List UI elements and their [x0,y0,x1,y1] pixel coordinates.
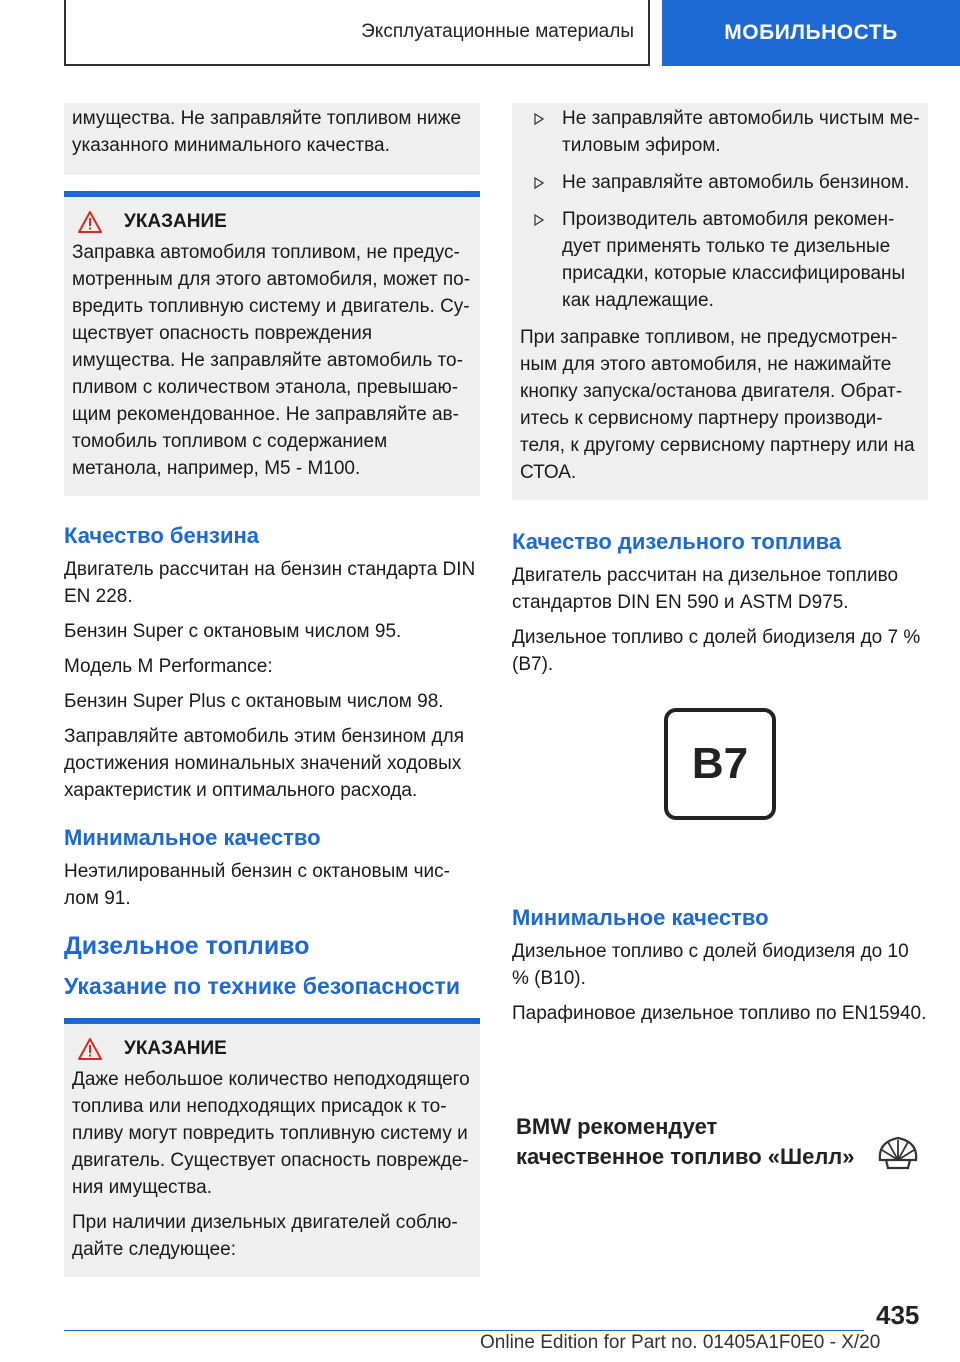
min-quality-heading: Минимальное качество [64,825,321,850]
warning-header [72,1038,472,1060]
warning-text-followup: При наличии дизельных двигателей соблю-дайте следующее: [72,1212,458,1260]
diesel-b7-text: Дизельное топливо с долей биодизеля до 7 % (B7). [512,627,921,675]
warning-box-fuel [64,191,480,496]
diesel-rules-list [520,105,920,314]
triangle-bullet-icon [534,214,544,226]
section-title: Эксплуатационные материалы [64,0,650,66]
petrol-quality-heading: Качество бензина [64,523,259,548]
petrol-super-plus-text: Бензин Super Plus с октановым числом 98. [64,691,444,712]
warning-text: Даже небольшое количество неподходящего топлива или неподходящих присадок к то-пливу могут повредить топливную систему и двигатель. Существует опасность поврежде-ния имущества. [72,1069,470,1198]
footer-edition-text: Online Edition for Part no. 01405A1F0E0 - X/20 [480,1332,881,1353]
diesel-min-quality-heading: Минимальное качество [512,905,769,930]
diesel-heading: Дизельное топливо [64,932,310,960]
list-item [520,169,920,196]
intro-continuation-text: имущества. Не заправляйте топливом ниже указанного минимального качества. [72,108,462,156]
list-item-text: Не заправляйте автомобиль чистым ме-тиловым эфиром. [562,108,920,156]
safety-heading: Указание по технике безопасности [64,973,460,999]
chapter-tab: МОБИЛЬНОСТЬ [662,0,960,66]
m-performance-text: Модель M Performance: [64,656,273,677]
warning-text: Заправка автомобиля топливом, не предус-мотренным для этого автомобиля, может по-вредить топливную систему и двигатель. Су-ществует опасность повреждения имущества. Не заправляйте автомобиль то-пливом с количеством этанола, превышаю-щим рекомендованное. Не заправляйте ав-томобиль топливом с содержанием метанола, например, M5 - M100. [72,242,471,479]
diesel-b10-text: Дизельное топливо с долей биодизеля до 10 % (B10). [512,941,909,989]
shell-recommendation-line2: качественное топливо «Шелл» [516,1144,855,1169]
page-number: 435 [876,1300,920,1330]
petrol-standard-text: Двигатель рассчитан на бензин стандарта DIN EN 228. [64,559,476,607]
b7-fuel-label-icon: B7 [664,708,776,820]
shell-logo-icon [876,1134,920,1174]
list-item [520,206,920,314]
footer-divider [64,1330,864,1331]
petrol-recommendation-text: Заправляйте автомобиль этим бензином для достижения номинальных значений ходовых характеристик и оптимального расхода. [64,726,464,801]
warning-triangle-icon [78,211,102,233]
warning-title: УКАЗАНИЕ [124,211,227,232]
diesel-rules-box [512,103,928,500]
warning-box-diesel [64,1018,480,1277]
diesel-quality-heading: Качество дизельного топлива [512,529,842,554]
warning-triangle-icon [78,1038,102,1060]
warning-header [72,211,472,233]
list-item-text: Производитель автомобиля рекомен-дует применять только те дизельные присадки, которые классифицированы как надлежащие. [562,209,906,311]
list-item-text: Не заправляйте автомобиль бензином. [562,172,910,193]
shell-recommendation-line1: BMW рекомендует [516,1114,718,1139]
left-column [64,103,480,1277]
triangle-bullet-icon [534,113,544,125]
intro-continuation-box [64,103,480,175]
service-note-text: При заправке топливом, не предусмотрен-ным для этого автомобиля, не нажимайте кнопку запуска/останова двигателя. Обрат-итесь к сервисному партнеру производи-теля, к другому сервисному партнеру или на СТОА. [520,327,915,483]
warning-title: УКАЗАНИЕ [124,1038,227,1059]
diesel-standard-text: Двигатель рассчитан на дизельное топливо стандартов DIN EN 590 и ASTM D975. [512,565,899,613]
shell-recommendation [516,1112,926,1172]
list-item [520,105,920,159]
triangle-bullet-icon [534,177,544,189]
min-quality-text: Неэтилированный бензин с октановым чис-лом 91. [64,861,450,909]
diesel-min-quality-section [512,904,928,1035]
right-column [512,103,928,686]
petrol-super-text: Бензин Super с октановым числом 95. [64,621,402,642]
paraffinic-diesel-text: Парафиновое дизельное топливо по EN15940. [512,1003,927,1024]
page-header [0,0,960,66]
